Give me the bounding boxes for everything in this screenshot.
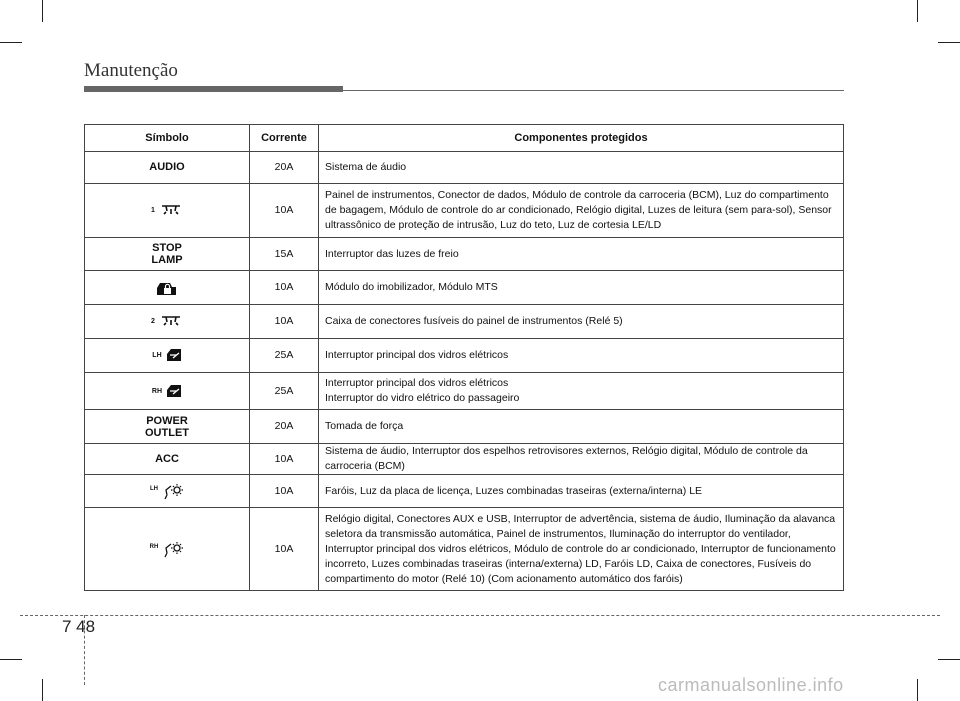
symbol-cell: [85, 475, 250, 508]
table-row: [85, 508, 844, 591]
tail-lamp-icon: [162, 540, 184, 558]
table-row: [85, 152, 844, 184]
table-row: [85, 238, 844, 271]
table-row: [85, 339, 844, 373]
tail-lamp-icon: [162, 482, 184, 500]
symbol-mark: RH: [149, 544, 159, 550]
components-cell: Faróis, Luz da placa de licença, Luzes combinadas traseiras (externa/interna) LE: [319, 475, 844, 508]
symbol-cell: STOP LAMP: [85, 238, 250, 271]
fuse-table: [84, 124, 844, 591]
crop-mark: [0, 659, 22, 660]
symbol-cell: [85, 373, 250, 410]
symbol-cell: [85, 339, 250, 373]
crop-mark: [917, 679, 918, 701]
components-cell: Sistema de áudio, Interruptor dos espelhos retrovisores externos, Relógio digital, Módulo de controle da carroceria (BCM): [319, 444, 844, 475]
immobilizer-icon: [155, 279, 179, 297]
interior-lamp-icon: [159, 203, 183, 217]
symbol-cell: [85, 184, 250, 238]
table-header-row: [85, 125, 844, 152]
components-cell: Relógio digital, Conectores AUX e USB, Interruptor de advertência, sistema de áudio, Iluminação da alavanca seletora da transmissão automática, Painel de instrumentos, Iluminação do interruptor do ventilador, Interruptor principal dos vidros elétricos, Módulo de controle do ar condicionado, Interruptor de funcionamento incorreto, Luzes combinadas traseiras (interna/externa) LD, Faróis LD, Caixa de conectores, Fusíveis do compartimento do motor (Relé 10) (Com acionamento automático dos faróis): [319, 508, 844, 591]
header-components: Componentes protegidos: [319, 125, 844, 152]
interior-lamp-icon: [159, 314, 183, 328]
table-row: [85, 444, 844, 475]
symbol-cell: AUDIO: [85, 152, 250, 184]
current-cell: 15A: [250, 238, 319, 271]
power-window-icon: [166, 384, 182, 398]
components-cell: Caixa de conectores fusíveis do painel de instrumentos (Relé 5): [319, 305, 844, 339]
symbol-mark: 2: [151, 318, 155, 325]
crop-mark: [42, 679, 43, 701]
current-cell: 20A: [250, 152, 319, 184]
components-cell: Interruptor principal dos vidros elétricos: [319, 339, 844, 373]
component-line: Interruptor principal dos vidros elétricos: [325, 377, 509, 389]
symbol-mark: RH: [151, 387, 163, 395]
footer-rule: [20, 615, 940, 616]
title-underline: [84, 86, 343, 92]
components-cell: Módulo do imobilizador, Módulo MTS: [319, 271, 844, 305]
components-cell: [319, 373, 844, 410]
components-cell: Interruptor das luzes de freio: [319, 238, 844, 271]
crop-mark: [938, 659, 960, 660]
crop-mark: [42, 0, 43, 22]
symbol-cell: [85, 271, 250, 305]
title-rule: [343, 90, 844, 91]
table-row: [85, 410, 844, 444]
table-row: [85, 184, 844, 238]
current-cell: 10A: [250, 271, 319, 305]
current-cell: 10A: [250, 305, 319, 339]
page-number: 7 48: [62, 617, 96, 636]
table-row: [85, 305, 844, 339]
components-cell: Painel de instrumentos, Conector de dados, Módulo de controle da carroceria (BCM), Luz do compartimento de bagagem, Módulo de controle do ar condicionado, Relógio digital, Luzes de leitura (sem para-sol), Sensor ultrassônico de proteção de intrusão, Luz do teto, Luz de cortesia LE/LD: [319, 184, 844, 238]
components-cell: Sistema de áudio: [319, 152, 844, 184]
current-cell: 10A: [250, 184, 319, 238]
table-row: [85, 271, 844, 305]
header-current: Corrente: [250, 125, 319, 152]
table-row: [85, 373, 844, 410]
crop-mark: [0, 42, 22, 43]
header-symbol: Símbolo: [85, 125, 250, 152]
symbol-mark: 1: [151, 207, 155, 214]
symbol-cell: POWER OUTLET: [85, 410, 250, 444]
symbol-cell: [85, 305, 250, 339]
crop-mark: [938, 42, 960, 43]
current-cell: 10A: [250, 508, 319, 591]
current-cell: 20A: [250, 410, 319, 444]
current-cell: 25A: [250, 339, 319, 373]
components-cell: Tomada de força: [319, 410, 844, 444]
crop-mark: [917, 0, 918, 22]
table-row: [85, 475, 844, 508]
current-cell: 10A: [250, 475, 319, 508]
power-window-icon: [166, 348, 182, 362]
symbol-mark: LH: [149, 486, 158, 492]
symbol-cell: ACC: [85, 444, 250, 475]
symbol-mark: LH: [152, 352, 162, 359]
current-cell: 10A: [250, 444, 319, 475]
section-title: Manutenção: [84, 60, 178, 81]
current-cell: 25A: [250, 373, 319, 410]
component-line: Interruptor do vidro elétrico do passageiro: [325, 392, 520, 404]
watermark: carmanualsonline.info: [658, 675, 844, 695]
symbol-cell: [85, 508, 250, 591]
